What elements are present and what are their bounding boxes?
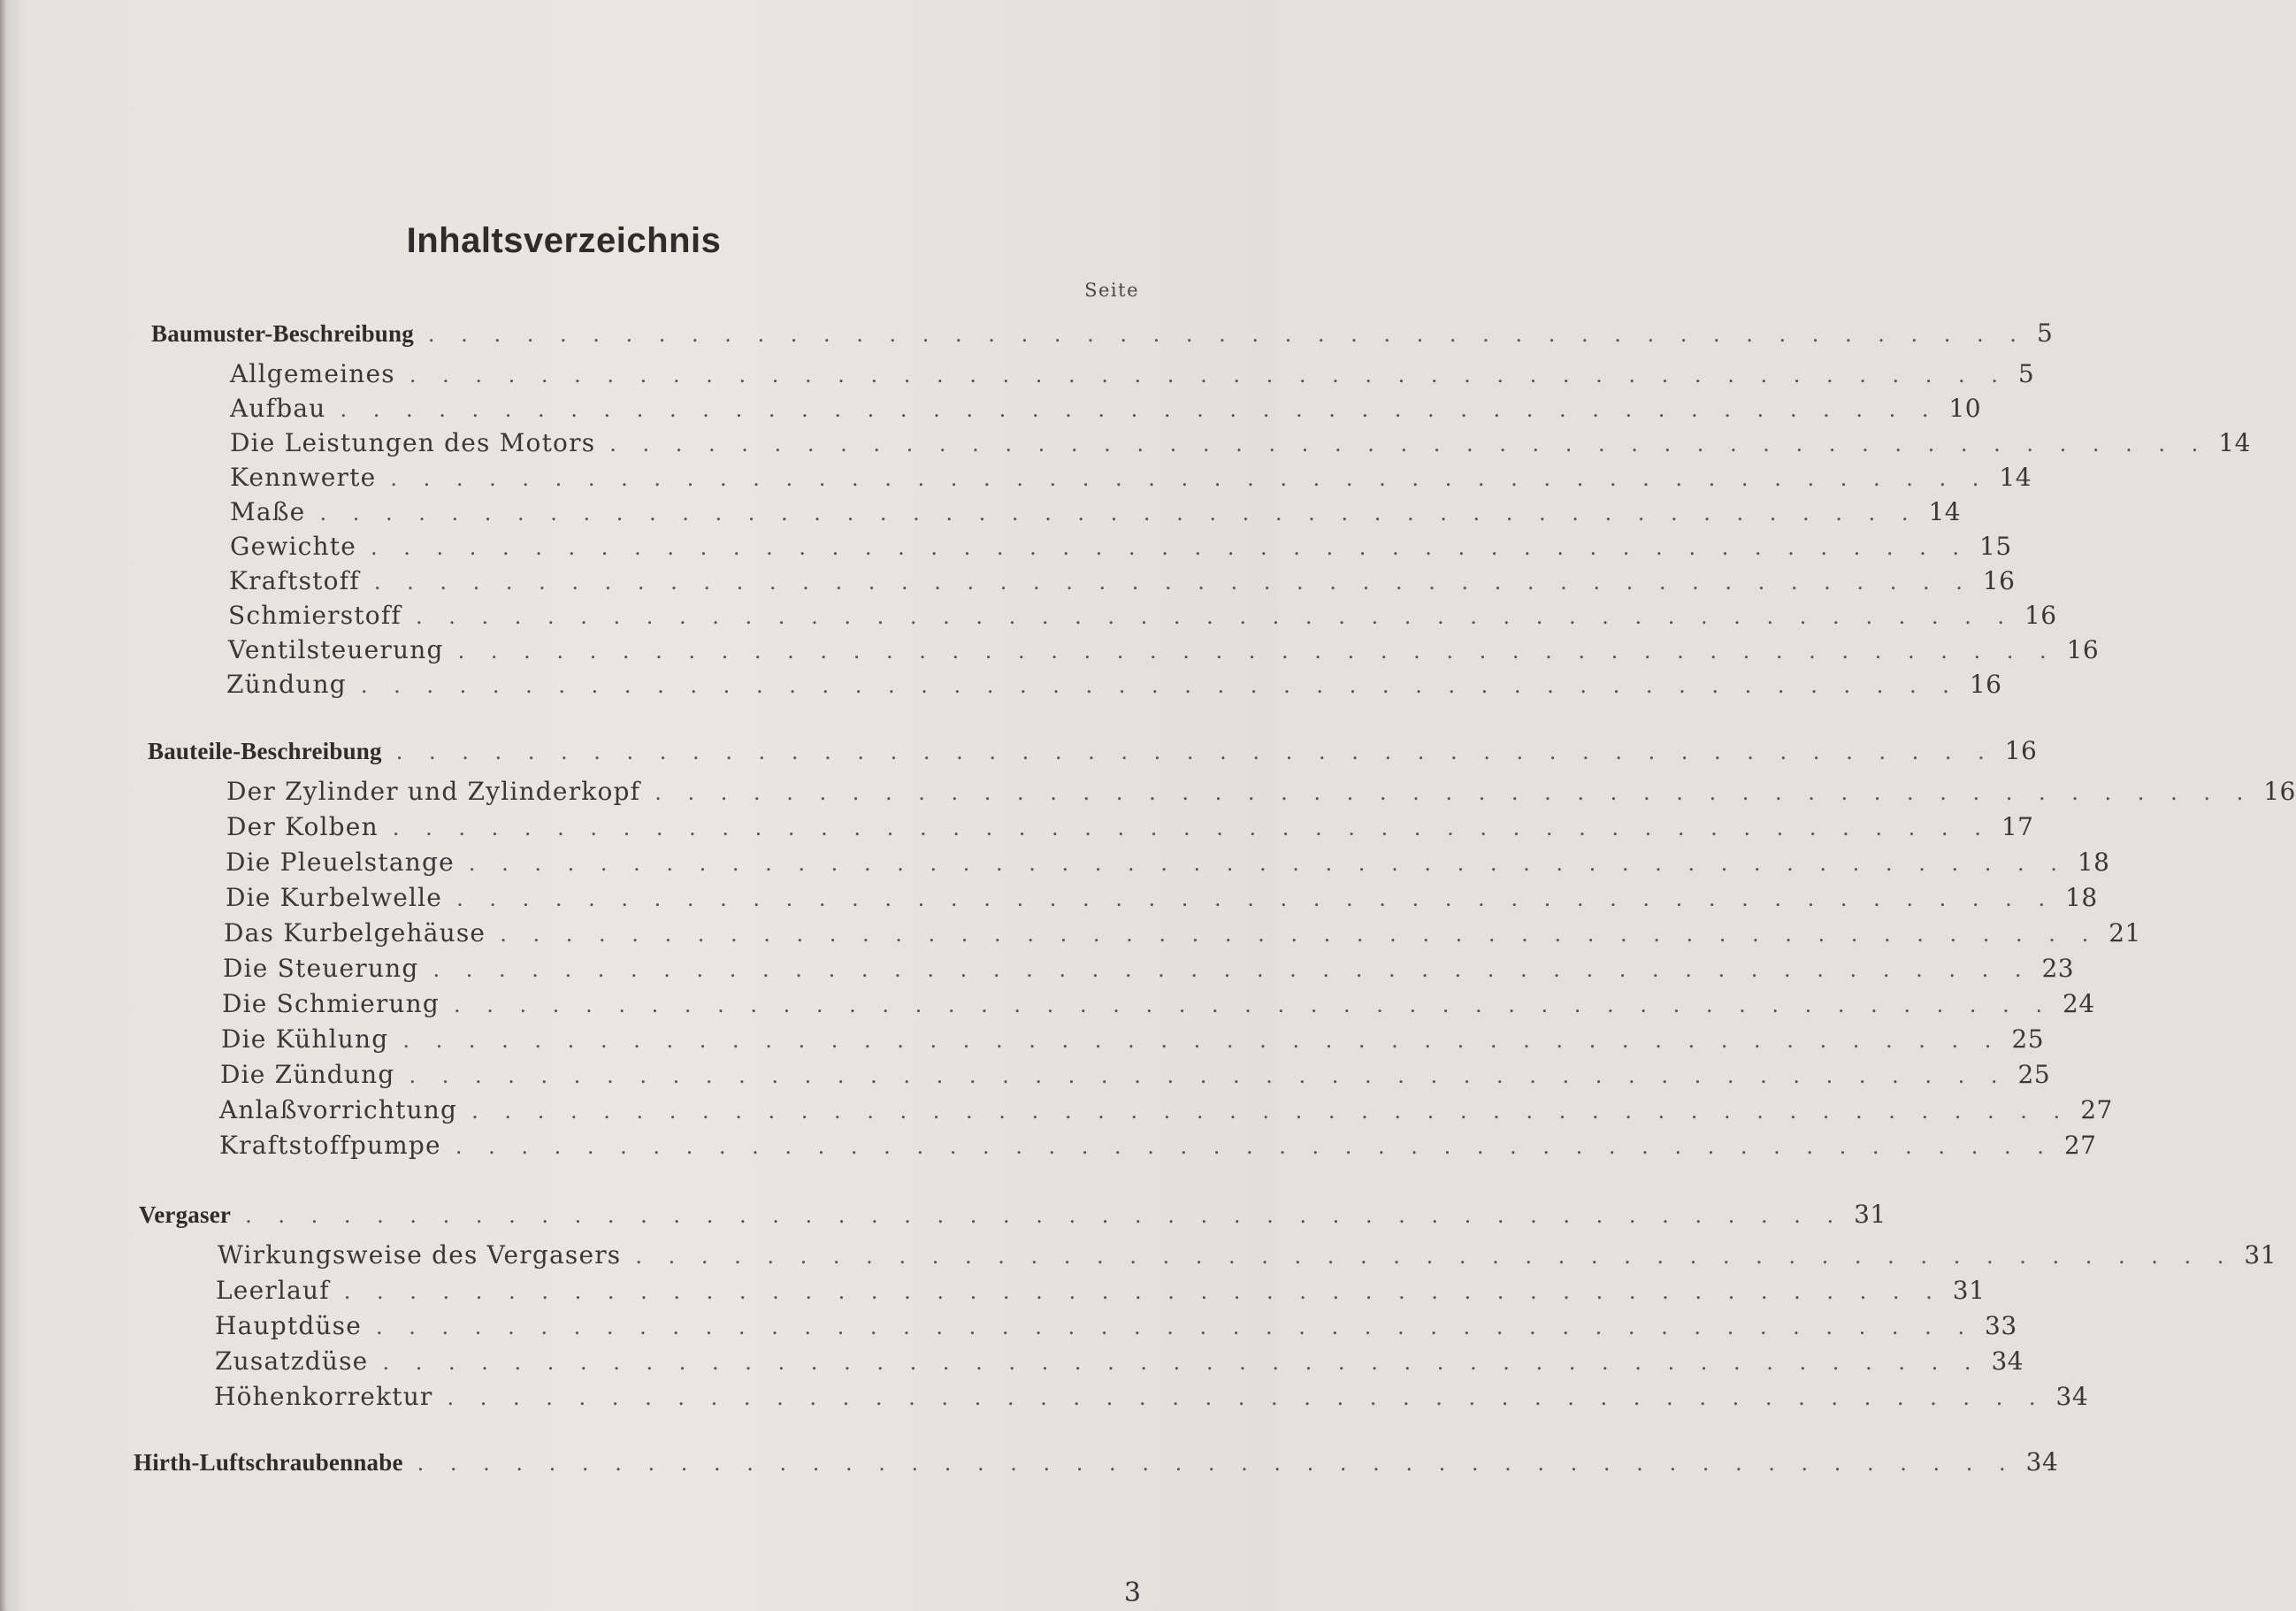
dot-leader: . . . . . . . . . . . . . . . . . . . . . . . . . . . . . . . . . . . . . . . . . . . . . . . . . [417,1451,2016,1476]
dot-leader: . . . . . . . . . . . . . . . . . . . . . . . . . . . . . . . . . . . . . . . . . . . . . . . . . [319,501,1918,525]
toc-entry-label: Die Schmierung [222,989,440,1018]
toc-entry-label: Der Kolben [226,812,379,841]
page-number: 3 [1123,1577,1141,1608]
toc-page-number: 16 [2024,601,2057,630]
toc-entry[interactable] [215,1346,2024,1378]
toc-entry[interactable] [230,497,1962,529]
toc-page-number: 16 [2066,635,2100,664]
toc-section[interactable] [148,736,2038,768]
dot-leader: . . . . . . . . . . . . . . . . . . . . . . . . . . . . . . . . . . . . . . . . . . . . . . . . . [471,1099,2070,1124]
dot-leader: . . . . . . . . . . . . . . . . . . . . . . . . . . . . . . . . . . . . . . . . . . . . . . . . . [500,922,2099,947]
dot-leader: . . . . . . . . . . . . . . . . . . . . . . . . . . . . . . . . . . . . . . . . . . . . . . . . . [609,432,2208,456]
toc-entry-label: Der Zylinder und Zylinderkopf [226,777,641,806]
toc-entry[interactable] [226,848,2110,879]
toc-entry-label: Zündung [226,670,347,699]
toc-entry-label: Ventilsteuerung [228,635,444,664]
toc-entry-label: Höhenkorrektur [214,1382,433,1411]
dot-leader: . . . . . . . . . . . . . . . . . . . . . . . . . . . . . . . . . . . . . . . . . . . . . . . . . [382,1350,1981,1375]
toc-page-number: 25 [2011,1024,2045,1054]
dot-leader: . . . . . . . . . . . . . . . . . . . . . . . . . . . . . . . . . . . . . . . . . . . . . . . . . [343,1279,1942,1304]
toc-entry-label: Das Kurbelgehäuse [224,918,486,947]
toc-section-title: Vergaser [139,1201,232,1228]
toc-page-number: 31 [1854,1200,1887,1229]
toc-entry-label: Aufbau [230,394,326,423]
toc-page-number: 34 [2025,1447,2059,1477]
toc-entry[interactable] [228,601,2057,633]
dot-leader: . . . . . . . . . . . . . . . . . . . . . . . . . . . . . . . . . . . . . . . . . . . . . . . . . [456,886,2055,911]
dot-leader: . . . . . . . . . . . . . . . . . . . . . . . . . . . . . . . . . . . . . . . . . . . . . . . . . [245,1203,1844,1228]
dot-leader: . . . . . . . . . . . . . . . . . . . . . . . . . . . . . . . . . . . . . . . . . . . . . . . . . [415,604,2014,629]
toc-entry-label: Allgemeines [230,359,395,388]
toc-page-number: 31 [2244,1240,2277,1270]
toc-page-number: 27 [2080,1095,2113,1124]
toc-entry[interactable] [220,1060,2051,1092]
toc-entry[interactable] [226,883,2098,915]
toc-entry-label: Die Kühlung [221,1024,389,1054]
dot-leader: . . . . . . . . . . . . . . . . . . . . . . . . . . . . . . . . . . . . . . . . . . . . . . . . . [432,957,2032,982]
toc-entry[interactable] [229,566,2016,598]
toc-page-number: 34 [1991,1346,2024,1376]
toc-entry[interactable] [224,918,2141,950]
toc-page-number: 14 [2218,428,2251,457]
dot-leader: . . . . . . . . . . . . . . . . . . . . . . . . . . . . . . . . . . . . . . . . . . . . . . . . . [447,1385,2046,1410]
dot-leader: . . . . . . . . . . . . . . . . . . . . . . . . . . . . . . . . . . . . . . . . . . . . . . . . . [427,322,2026,347]
dot-leader: . . . . . . . . . . . . . . . . . . . . . . . . . . . . . . . . . . . . . . . . . . . . . . . . . [402,1028,2001,1053]
toc-entry[interactable] [230,394,1982,426]
toc-section[interactable] [139,1200,1887,1231]
toc-page-number: 16 [1982,566,2016,595]
toc-page-number: 14 [1999,463,2032,492]
dot-leader: . . . . . . . . . . . . . . . . . . . . . . . . . . . . . . . . . . . . . . . . . . . . . . . . . [409,363,2008,387]
toc-page-number: 14 [1928,497,1962,526]
dot-leader: . . . . . . . . . . . . . . . . . . . . . . . . . . . . . . . . . . . . . . . . . . . . . . . . . [360,673,1959,698]
dot-leader: . . . . . . . . . . . . . . . . . . . . . . . . . . . . . . . . . . . . . . . . . . . . . . . . . [392,816,1991,840]
toc-entry[interactable] [226,670,2002,702]
toc-page-number: 17 [2001,812,2034,841]
toc-page-number: 18 [2065,883,2098,912]
toc-entry-label: Leerlauf [216,1276,330,1305]
toc-page-number: 16 [1969,670,2002,699]
toc-entry[interactable] [218,1240,2277,1272]
dot-leader: . . . . . . . . . . . . . . . . . . . . . . . . . . . . . . . . . . . . . . . . . . . . . . . . . [395,740,1994,764]
toc-entry-label: Kennwerte [230,463,377,492]
dot-leader: . . . . . . . . . . . . . . . . . . . . . . . . . . . . . . . . . . . . . . . . . . . . . . . . . [373,570,1972,595]
toc-entry[interactable] [216,1276,1986,1308]
toc-page-number: 5 [2036,318,2054,348]
dot-leader: . . . . . . . . . . . . . . . . . . . . . . . . . . . . . . . . . . . . . . . . . . . . . . . . . [457,639,2056,664]
toc-entry-label: Maße [230,497,306,526]
toc-section-title: Bauteile-Beschreibung [148,738,382,764]
toc-page-number: 16 [2263,777,2296,806]
toc-page-number: 10 [1948,394,1982,423]
toc-entry[interactable] [223,954,2075,986]
toc-page-number: 18 [2077,848,2110,877]
toc-page-number: 34 [2055,1382,2089,1411]
toc-entry[interactable] [230,532,2012,564]
page-column-header: Seite [1084,280,1139,301]
toc-entry-label: Die Pleuelstange [226,848,455,877]
dot-leader: . . . . . . . . . . . . . . . . . . . . . . . . . . . . . . . . . . . . . . . . . . . . . . . . . [454,993,2053,1017]
toc-page-number: 31 [1952,1276,1986,1305]
toc-page-number: 25 [2017,1060,2051,1089]
toc-entry[interactable] [230,428,2251,460]
toc-entry[interactable] [215,1311,2017,1343]
dot-leader: . . . . . . . . . . . . . . . . . . . . . . . . . . . . . . . . . . . . . . . . . . . . . . . . . [409,1063,2008,1088]
dot-leader: . . . . . . . . . . . . . . . . . . . . . . . . . . . . . . . . . . . . . . . . . . . . . . . . . [390,466,1989,491]
toc-entry-label: Kraftstoffpumpe [219,1131,441,1160]
page-title: Inhaltsverzeichnis [406,221,722,260]
toc-entry[interactable] [230,463,2032,495]
toc-entry[interactable] [226,812,2034,844]
dot-leader: . . . . . . . . . . . . . . . . . . . . . . . . . . . . . . . . . . . . . . . . . . . . . . . . . [376,1315,1975,1339]
toc-section-title: Hirth-Luftschraubennabe [134,1449,403,1476]
toc-section-title: Baumuster-Beschreibung [151,320,414,347]
toc-entry[interactable] [219,1095,2113,1127]
toc-entry-label: Hauptdüse [215,1311,363,1340]
toc-page-number: 21 [2108,918,2141,947]
dot-leader: . . . . . . . . . . . . . . . . . . . . . . . . . . . . . . . . . . . . . . . . . . . . . . . . . [635,1244,2234,1269]
toc-entry[interactable] [230,359,2035,391]
dot-leader: . . . . . . . . . . . . . . . . . . . . . . . . . . . . . . . . . . . . . . . . . . . . . . . . . [340,397,1939,422]
dot-leader: . . . . . . . . . . . . . . . . . . . . . . . . . . . . . . . . . . . . . . . . . . . . . . . . . [455,1134,2054,1159]
toc-entry[interactable] [219,1131,2097,1162]
toc-page-number: 24 [2063,989,2095,1018]
dot-leader: . . . . . . . . . . . . . . . . . . . . . . . . . . . . . . . . . . . . . . . . . . . . . . . . . [654,780,2254,805]
toc-entry-label: Gewichte [230,532,356,561]
toc-page-number: 15 [1979,532,2012,561]
toc-entry-label: Schmierstoff [228,601,402,630]
toc-entry[interactable] [226,777,2296,809]
toc-entry-label: Die Zündung [220,1060,395,1089]
toc-section[interactable] [134,1447,2059,1479]
toc-entry-label: Zusatzdüse [215,1346,369,1376]
toc-page-number: 33 [1985,1311,2017,1340]
toc-entry[interactable] [214,1382,2089,1414]
toc-page-number: 5 [2017,359,2035,388]
toc-entry[interactable] [228,635,2100,667]
toc-entry-label: Anlaßvorrichtung [219,1095,458,1124]
toc-section[interactable] [151,318,2054,350]
toc-entry-label: Die Leistungen des Motors [230,428,596,457]
dot-leader: . . . . . . . . . . . . . . . . . . . . . . . . . . . . . . . . . . . . . . . . . . . . . . . . . [371,535,1970,560]
toc-page-number: 23 [2041,954,2075,983]
toc-entry[interactable] [222,989,2095,1021]
toc-entry-label: Kraftstoff [229,566,360,595]
toc-entry-label: Die Steuerung [223,954,419,983]
toc-page-number: 16 [2004,736,2038,765]
toc-entry-label: Wirkungsweise des Vergasers [218,1240,622,1270]
toc-entry[interactable] [221,1024,2045,1056]
dot-leader: . . . . . . . . . . . . . . . . . . . . . . . . . . . . . . . . . . . . . . . . . . . . . . . . . [468,851,2067,876]
toc-page-number: 27 [2063,1131,2097,1160]
toc-entry-label: Die Kurbelwelle [226,883,443,912]
